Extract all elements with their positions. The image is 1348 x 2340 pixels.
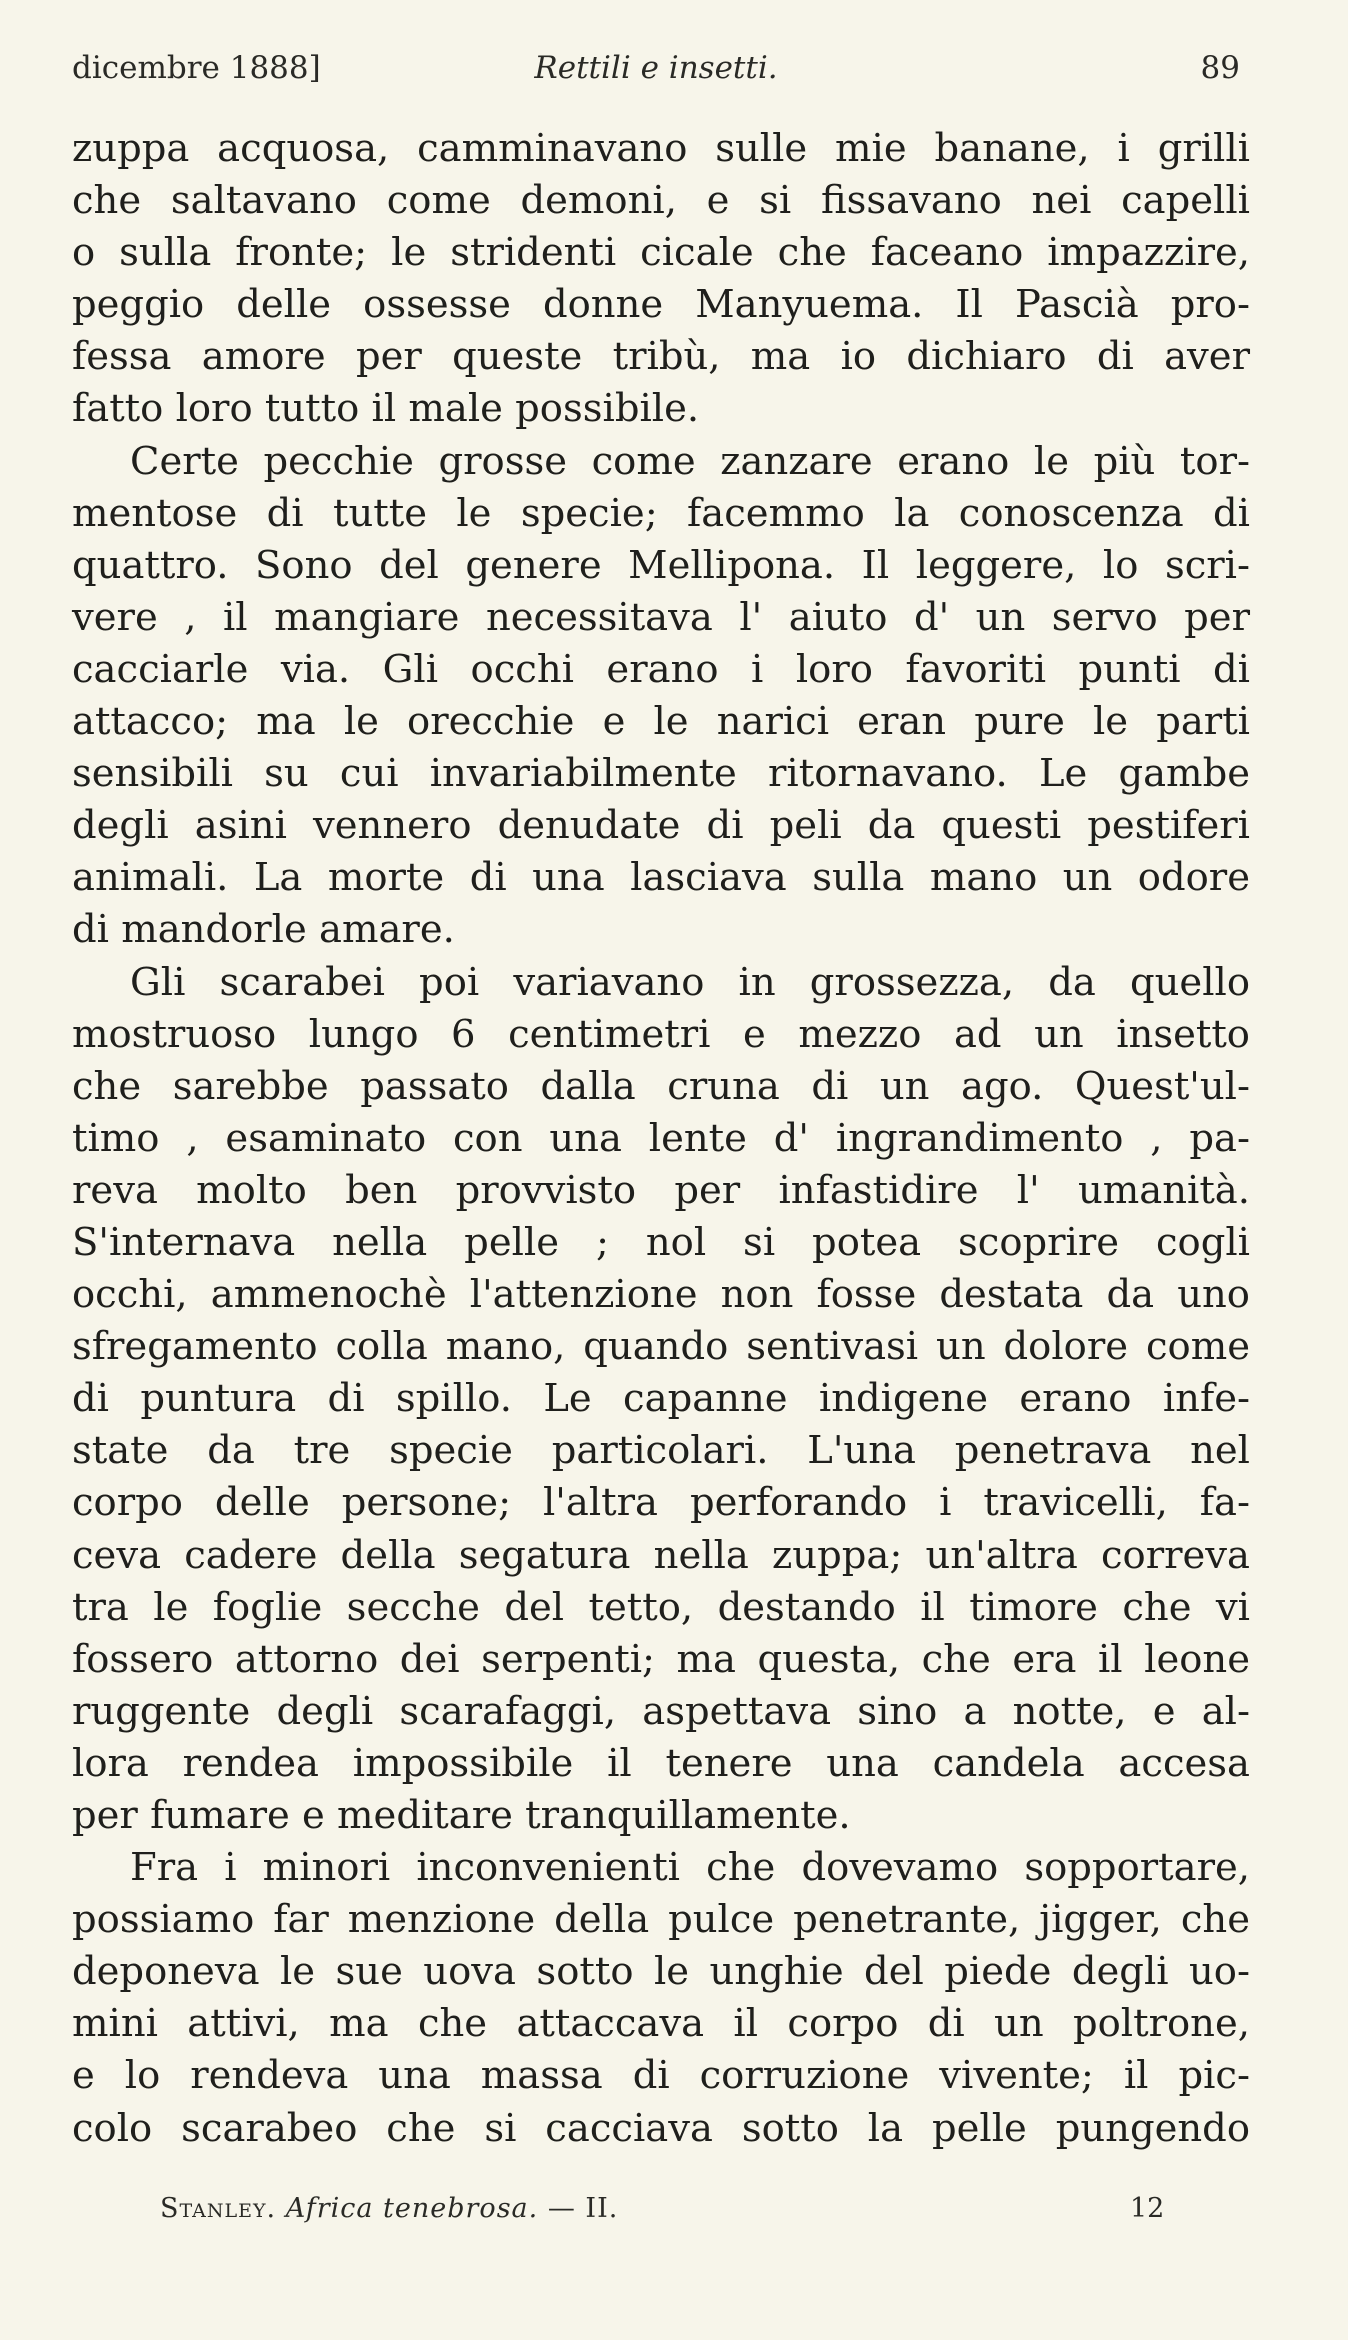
body-text — [72, 123, 1250, 2155]
text-line: animali. La morte di una lasciava sulla mano un odore — [72, 855, 1250, 901]
text-line: state da tre specie particolari. L'una penetrava nel — [72, 1428, 1250, 1474]
footer-volume: — II. — [547, 2193, 619, 2224]
text-line: fatto loro tutto il male possibile. — [72, 386, 700, 432]
text-line: corpo delle persone; l'altra perforando i travicelli, fa- — [72, 1480, 1250, 1526]
text-line: mini attivi, ma che attaccava il corpo di un poltrone, — [72, 2001, 1250, 2047]
text-line: sensibili su cui invariabilmente ritornavano. Le gambe — [72, 751, 1250, 797]
text-line: ruggente degli scarafaggi, aspettava sino a notte, e al- — [72, 1688, 1250, 1734]
text-line: fessa amore per queste tribù, ma io dichiaro di aver — [72, 334, 1250, 380]
text-line: possiamo far menzione della pulce penetrante, jigger, che — [72, 1897, 1250, 1943]
text-line: tra le foglie secche del tetto, destando il timore che vi — [72, 1584, 1250, 1630]
text-line: Certe pecchie grosse come zanzare erano le più tor- — [130, 438, 1250, 484]
footer-book-title: Africa tenebrosa. — [285, 2193, 539, 2224]
header-date: dicembre 1888] — [72, 50, 321, 86]
text-line: e lo rendeva una massa di corruzione vivente; il pic- — [72, 2053, 1250, 2099]
text-line: zuppa acquosa, camminavano sulle mie banane, i grilli — [72, 126, 1250, 171]
text-line: S'internava nella pelle ; nol si potea scoprire cogli — [72, 1219, 1250, 1265]
header-title: Rettili e insetti. — [534, 50, 778, 86]
text-line: degli asini vennero denudate di peli da questi pestiferi — [72, 803, 1250, 849]
text-line: mostruoso lungo 6 centimetri e mezzo ad un insetto — [72, 1011, 1250, 1057]
text-line: di puntura di spillo. Le capanne indigene erano infe- — [72, 1376, 1250, 1422]
text-line: o sulla fronte; le stridenti cicale che faceano impazzire, — [72, 230, 1250, 276]
text-line: per fumare e meditare tranquillamente. — [72, 1793, 851, 1838]
page-number: 89 — [1200, 50, 1240, 86]
text-line: Gli scarabei poi variavano in grossezza, da quello — [130, 959, 1250, 1005]
text-line: reva molto ben provvisto per infastidire l' umanità. — [72, 1167, 1250, 1213]
text-line: vere , il mangiare necessitava l' aiuto d' un servo per — [72, 594, 1250, 640]
text-line: quattro. Sono del genere Mellipona. Il leggere, lo scri- — [72, 542, 1250, 588]
text-line: che saltavano come demoni, e si fissavano nei capelli — [72, 178, 1250, 224]
text-line: che sarebbe passato dalla cruna di un ago. Quest'ul- — [72, 1063, 1250, 1109]
text-line: cacciarle via. Gli occhi erano i loro favoriti punti di — [72, 646, 1250, 692]
text-line: ceva cadere della segatura nella zuppa; un'altra correva — [72, 1532, 1250, 1578]
text-line: timo , esaminato con una lente d' ingrandimento , pa- — [72, 1115, 1250, 1161]
text-line: attacco; ma le orecchie e le narici eran pure le parti — [72, 699, 1250, 745]
footer-book-reference — [160, 2193, 618, 2224]
footer-signature — [160, 2193, 1165, 2233]
footer-author: Stanley. — [160, 2193, 277, 2224]
text-line: di mandorle amare. — [72, 907, 455, 953]
footer-signature-number: 12 — [1130, 2193, 1165, 2224]
running-header — [72, 50, 1240, 100]
text-line: fossero attorno dei serpenti; ma questa, che era il leone — [72, 1636, 1250, 1682]
text-line: peggio delle ossesse donne Manyuema. Il Pascià pro- — [72, 282, 1250, 328]
text-line: deponeva le sue uova sotto le unghie del piede degli uo- — [72, 1949, 1250, 1995]
text-line: colo scarabeo che si cacciava sotto la pelle pungendo — [72, 2105, 1250, 2151]
text-line: lora rendea impossibile il tenere una candela accesa — [72, 1740, 1250, 1786]
text-line: mentose di tutte le specie; facemmo la conoscenza di — [72, 490, 1250, 536]
text-line: occhi, ammenochè l'attenzione non fosse destata da uno — [72, 1272, 1250, 1318]
text-line: Fra i minori inconvenienti che dovevamo sopportare, — [130, 1845, 1250, 1891]
text-line: sfregamento colla mano, quando sentivasi un dolore come — [72, 1324, 1250, 1370]
